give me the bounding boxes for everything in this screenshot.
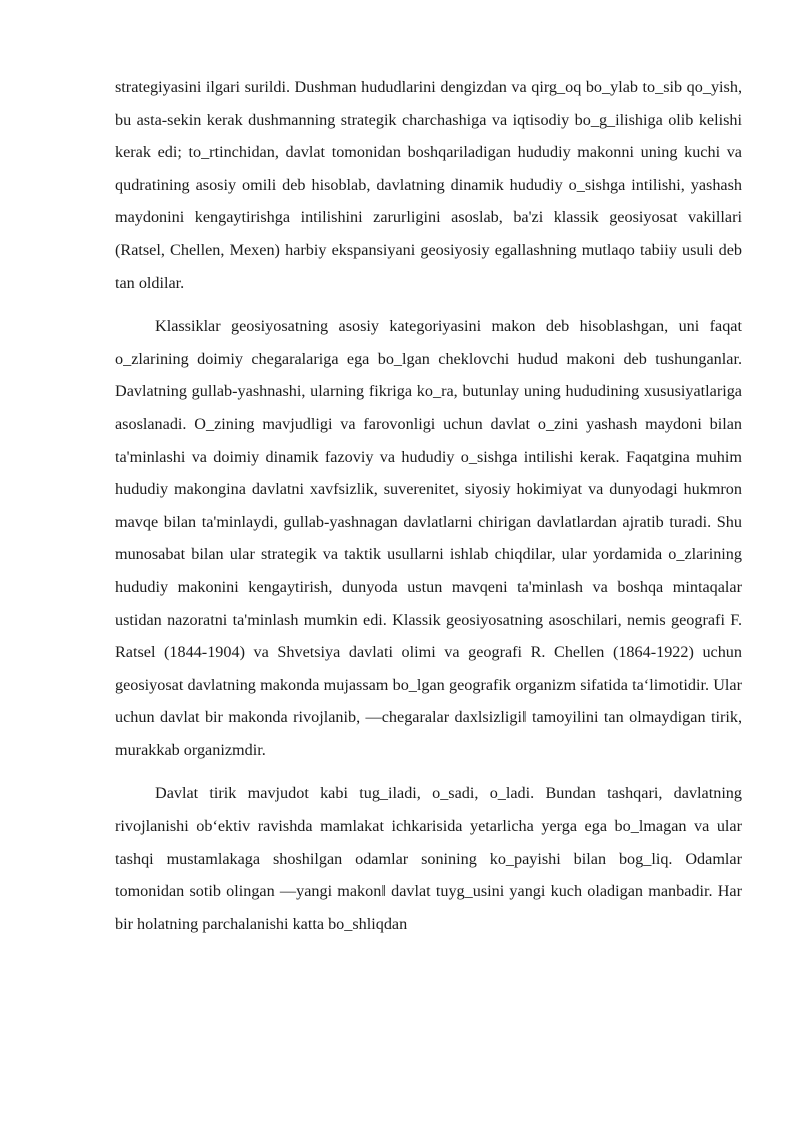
paragraph-1: strategiyasini ilgari surildi. Dushman hududlarini dengizdan va qirg_oq bo_ylab to_sib qo_yish, bu asta-sekin kerak dushmanning strategik charchashiga va iqtisodiy bo_g_ilishiga olib kelishi kerak edi; to_rtinchidan, davlat tomonidan boshqariladigan hududiy makonni uning kuchi va qudratining asosiy omili deb hisoblab, davlatning dinamik hududiy o_sishga intilishi, yashash maydonini kengaytirishga intilishini zarurligini asoslab, ba'zi klassik geosiyosat vakillari (Ratsel, Chellen, Mexen) harbiy ekspansiyani geosiyosiy egallashning mutlaqo tabiiy usuli deb tan oldilar. — [115, 78, 742, 292]
document-body — [115, 71, 742, 951]
paragraph-3: Davlat tirik mavjudot kabi tug_iladi, o_sadi, o_ladi. Bundan tashqari, davlatning rivojlanishi ob‘ektiv ravishda mamlakat ichkarisida yetarlicha yerga ega bo_lmagan va ular tashqi mustamlakaga shoshilgan odamlar sonining ko_payishi bilan bog_liq. Odamlar tomonidan sotib olingan ―yangi makon‖ davlat tuyg_usini yangi kuch oladigan manbadir. Har bir holatning parchalanishi katta bo_shliqdan — [115, 784, 742, 933]
paragraph-2: Klassiklar geosiyosatning asosiy kategoriyasini makon deb hisoblashgan, uni faqat o_zlarining doimiy chegaralariga ega bo_lgan cheklovchi hudud makoni deb tushunganlar. Davlatning gullab-yashnashi, ularning fikriga ko_ra, butunlay uning hududining xususiyatlariga asoslanadi. O_zining mavjudligi va farovonligi uchun davlat o_zini yashash maydoni bilan ta'minlashi va doimiy dinamik fazoviy va hududiy o_sishga intilishi kerak. Faqatgina muhim hududiy makongina davlatni xavfsizlik, suverenitet, siyosiy hokimiyat va dunyodagi hukmron mavqe bilan ta'minlaydi, gullab-yashnagan davlatlarni chirigan davlatlardan ajratib turadi. Shu munosabat bilan ular strategik va taktik usullarni ishlab chiqdilar, ular yordamida o_zlarining hududiy makonini kengaytirish, dunyoda ustun mavqeni ta'minlash va boshqa mintaqalar ustidan nazoratni ta'minlash mumkin edi. Klassik geosiyosatning asoschilari, nemis geografi F. Ratsel (1844-1904) va Shvetsiya davlati olimi va geografi R. Chellen (1864-1922) uchun geosiyosat davlatning makonda mujassam bo_lgan geografik organizm sifatida ta‘limotidir. Ular uchun davlat bir makonda rivojlanib, ―chegaralar daxlsizligi‖ tamoyilini tan olmaydigan tirik, murakkab organizmdir. — [115, 317, 742, 759]
